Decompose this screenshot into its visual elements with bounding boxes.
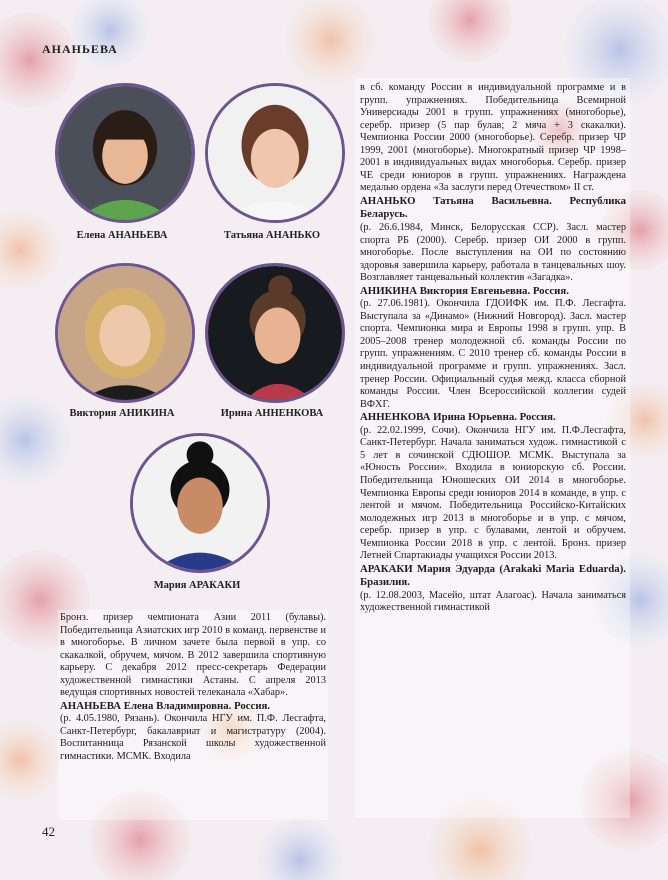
entry-arakaki bbox=[360, 563, 626, 615]
left-column bbox=[60, 612, 326, 764]
right-column bbox=[360, 82, 626, 615]
person-photo-icon bbox=[58, 86, 192, 220]
portrait-arakaki bbox=[130, 433, 270, 573]
caption-anikina: Виктория АНИКИНА bbox=[69, 408, 175, 419]
person-photo-icon bbox=[58, 266, 192, 400]
entry-anikina bbox=[360, 285, 626, 411]
entry-head: АННЕНКОВА Ирина Юрьевна. Россия. bbox=[360, 411, 556, 424]
entry-ananko bbox=[360, 195, 626, 285]
person-photo-icon bbox=[133, 436, 267, 570]
portrait-ananko bbox=[205, 83, 345, 223]
running-head: АНАНЬЕВА bbox=[42, 42, 118, 56]
page-number: 42 bbox=[42, 824, 55, 839]
caption-annenkova: Ирина АННЕНКОВА bbox=[220, 408, 324, 419]
entry-head: АРАКАКИ Мария Эдуарда (Arakaki Maria Eduarda). Бразилия. bbox=[360, 562, 626, 589]
caption-arakaki: Мария АРАКАКИ bbox=[153, 580, 241, 591]
entry-annenkova bbox=[360, 411, 626, 563]
portrait-annenkova bbox=[205, 263, 345, 403]
entry-text: (р. 22.02.1999, Сочи). Окончила НГУ им. П.Ф.Лесгафта, Санкт-Петербург. Начала заниматься худож. гимнастикой с 5 лет в сочинской СДЮШОР. МСМК. Выступала за «Юность России». Входила в юниорскую сб. России. Победительница Юношеских ОИ 2014 в многоборье. Чемпионка Европы среди юниоров 2014 в команде, в упр. с лентой и мячом. Победительница Российско-Китайских молодежных игр 2013 в многоборье и в упр. с мячом, серебр. призер в упр. с булавами, лентой и обручем. Чемпионка России 2018 в упр. с лентой. Бронз. призер Летней Спартакиады учащихся России 2013. bbox=[360, 424, 626, 562]
entry-text: (р. 4.05.1980, Рязань). Окончила НГУ им. П.Ф. Лесгафта, Санкт-Петербург, бакалавриат и магистратуру (2004). Воспитанница Рязанской школы художественной гимнастики. МСМК. Входила bbox=[60, 713, 326, 763]
continuation-paragraph: в сб. команду России в индивидуальной программе и в групп. упражнениях. Победительница Всемирной Универсиады 2001 в групп. упражнениях (многоборье), серебр. призер (5 пар булав; 2 мяча + 3 скакалки). Чемпионка России 2000 (многоборье). Серебр. призер ЧР 1999, 2001 (многоборье). Многократный призер ЧР 1998–2001 в индивидуальных видах многоборья. Серебр. призер ЧЕ среди юниоров в групп. упражнениях. Награждена медалью ордена «За заслуги перед Отечеством» II ст. bbox=[360, 82, 626, 194]
entry-head: АНИКИНА Виктория Евгеньевна. Россия. bbox=[360, 284, 569, 297]
person-photo-icon bbox=[208, 86, 342, 220]
left-paragraph: Бронз. призер чемпионата Азии 2011 (булавы). Победительница Азиатских игр 2010 в команд. первенстве и в многоборье. В личном зачете была первой в упр. со скакалкой, обручем, мячом. В 2012 завершила спортивную карьеру. С декабря 2012 пресс-секретарь Федерации художественной гимнастики Астаны. С апреля 2013 ведущая спортивных новостей телеканала «Хабар». bbox=[60, 612, 326, 699]
entry-head: АНАНЬЕВА Елена Владимировна. Россия. bbox=[60, 699, 271, 712]
caption-ananko: Татьяна АНАНЬКО bbox=[224, 230, 320, 241]
entry-text: (р. 26.6.1984, Минск, Белорусская ССР). Засл. мастер спорта РБ (2000). Серебр. призер ОИ 2000 в групп. многоборье. После выступления на ОИ по состоянию здоровья завершила карьеру, работала в танцевальных шоу. Возглавляет танцевальный коллектив «Загадка». bbox=[360, 222, 626, 284]
entry-head: АНАНЬКО Татьяна Васильевна. Республика Беларусь. bbox=[360, 194, 626, 221]
entry-ananyeva bbox=[60, 700, 326, 764]
portrait-ananyeva bbox=[55, 83, 195, 223]
entry-text: (р. 12.08.2003, Масейо, штат Алагоас). Начала заниматься художественной гимнастикой bbox=[360, 589, 626, 614]
entry-text: (р. 27.06.1981). Окончила ГДОИФК им. П.Ф. Лесгафта. Выступала за «Динамо» (Нижний Новгород). Засл. мастер спорта. Чемпионка мира и Европы 1998 в групп. упр. В 2005–2008 тренер молодежной сб. команды России по групп. упражнениям. С 2010 тренер сб. команды России в индивидуальной программе и групп. упражнениях. Засл. тренер России. Официальный судья межд. класса сборной команды России. Член Всероссийской коллегии судей ВФХГ. bbox=[360, 298, 626, 410]
caption-ananyeva: Елена АНАНЬЕВА bbox=[76, 230, 168, 241]
portrait-anikina bbox=[55, 263, 195, 403]
person-photo-icon bbox=[208, 266, 342, 400]
